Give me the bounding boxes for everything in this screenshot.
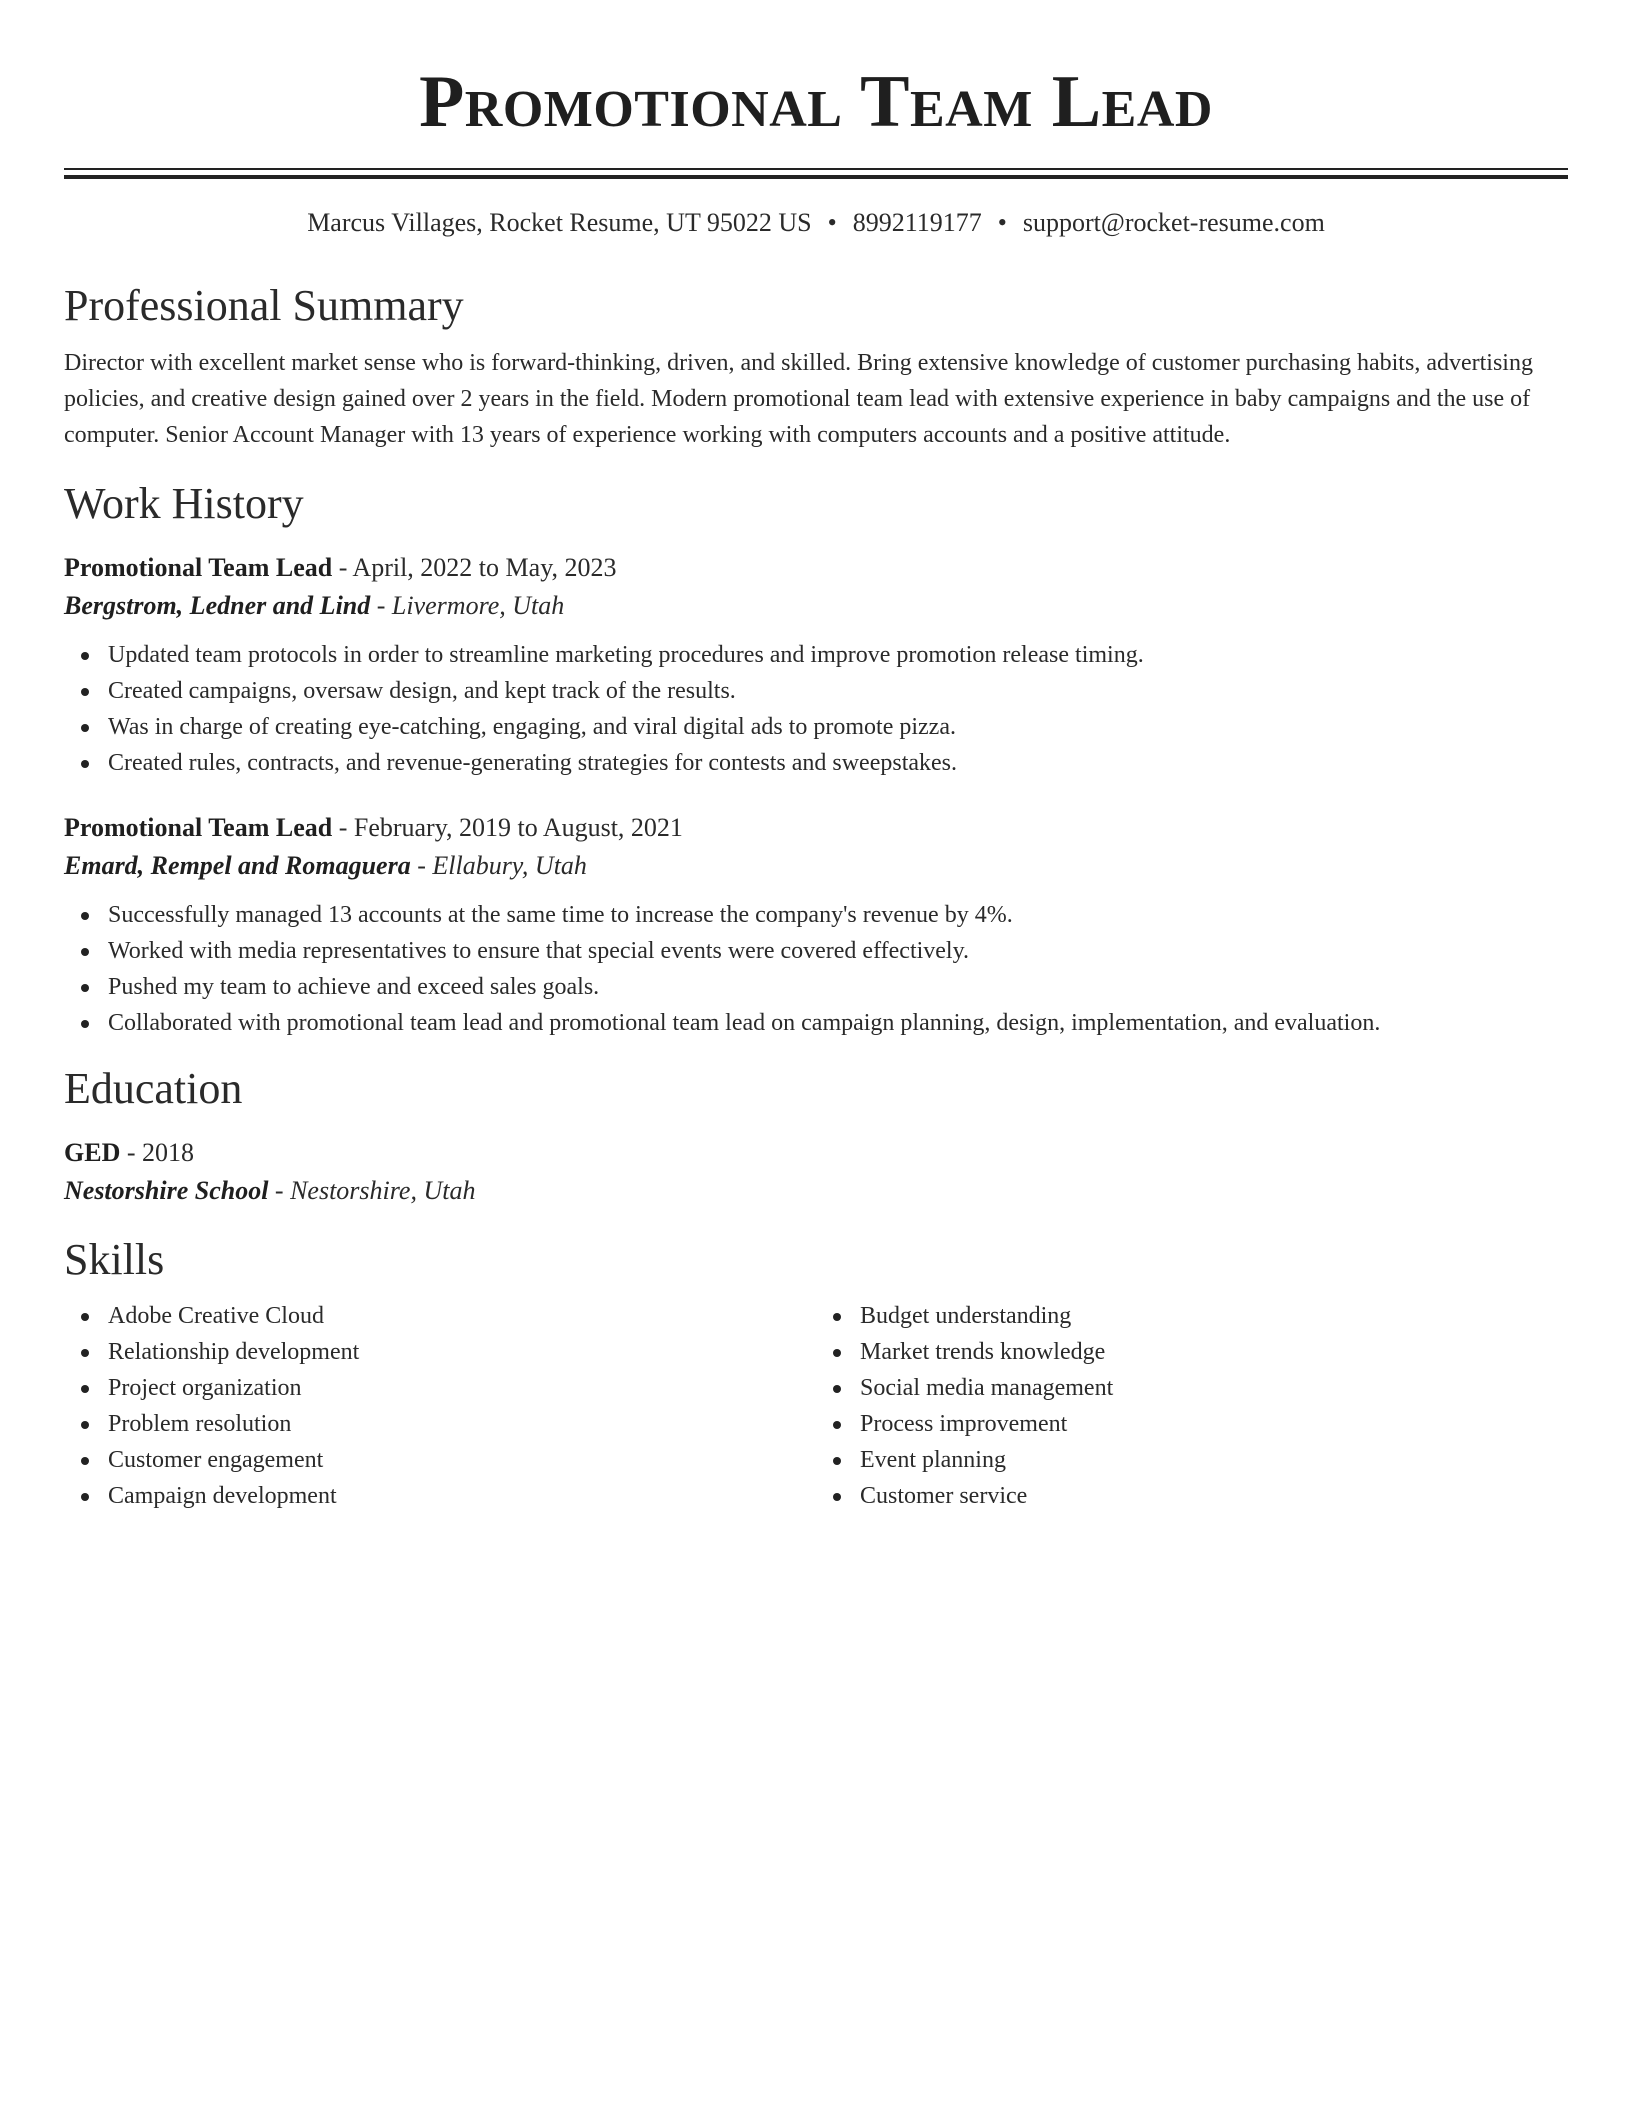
skill-item: Budget understanding <box>860 1298 1568 1334</box>
skill-item: Customer service <box>860 1478 1568 1514</box>
skills-grid <box>64 1298 1568 1514</box>
skill-item: Adobe Creative Cloud <box>108 1298 816 1334</box>
title-divider <box>64 168 1568 179</box>
job-duties-list <box>64 637 1568 781</box>
job-entry <box>64 809 1568 1041</box>
education-heading: Education <box>64 1064 243 1113</box>
job-header <box>64 809 1568 847</box>
job-duty: Collaborated with promotional team lead and promotional team lead on campaign planning, design, implementation, and evaluation. <box>108 1005 1568 1041</box>
skill-item: Problem resolution <box>108 1406 816 1442</box>
skills-list-left <box>64 1298 816 1514</box>
job-location: - Livermore, Utah <box>370 591 565 620</box>
job-duties-list <box>64 897 1568 1041</box>
job-title: Promotional Team Lead <box>64 553 333 582</box>
job-duty: Pushed my team to achieve and exceed sales goals. <box>108 969 1568 1005</box>
education-location: - Nestorshire, Utah <box>268 1176 476 1205</box>
education-school-line <box>64 1172 1568 1210</box>
job-location: - Ellabury, Utah <box>410 851 587 880</box>
job-company-line <box>64 587 1568 625</box>
skill-item: Event planning <box>860 1442 1568 1478</box>
job-dates: - February, 2019 to August, 2021 <box>332 813 683 842</box>
skill-item: Project organization <box>108 1370 816 1406</box>
education-school: Nestorshire School <box>64 1176 269 1205</box>
contact-address: Marcus Villages, Rocket Resume, UT 95022 US <box>307 208 812 237</box>
job-title: Promotional Team Lead <box>64 813 333 842</box>
education-year: - 2018 <box>120 1138 195 1167</box>
contact-phone: 8992119177 <box>852 208 982 237</box>
job-company-line <box>64 847 1568 885</box>
job-header <box>64 549 1568 587</box>
skill-item: Process improvement <box>860 1406 1568 1442</box>
job-duty: Created campaigns, oversaw design, and kept track of the results. <box>108 673 1568 709</box>
skill-item: Market trends knowledge <box>860 1334 1568 1370</box>
resume-title: Promotional Team Lead <box>419 61 1213 143</box>
skill-item: Campaign development <box>108 1478 816 1514</box>
skill-item: Social media management <box>860 1370 1568 1406</box>
resume-page <box>64 0 1568 1514</box>
job-duty: Successfully managed 13 accounts at the same time to increase the company's revenue by 4%. <box>108 897 1568 933</box>
job-duty: Was in charge of creating eye-catching, engaging, and viral digital ads to promote pizza. <box>108 709 1568 745</box>
job-dates: - April, 2022 to May, 2023 <box>332 553 617 582</box>
contact-separator: • <box>827 208 837 237</box>
summary-heading: Professional Summary <box>64 281 464 330</box>
job-duty: Created rules, contracts, and revenue-generating strategies for contests and sweepstakes. <box>108 745 1568 781</box>
skill-item: Customer engagement <box>108 1442 816 1478</box>
work-history-heading: Work History <box>64 479 304 528</box>
skill-item: Relationship development <box>108 1334 816 1370</box>
job-duty: Worked with media representatives to ensure that special events were covered effectively. <box>108 933 1568 969</box>
contact-separator: • <box>997 208 1007 237</box>
job-duty: Updated team protocols in order to streamline marketing procedures and improve promotion release timing. <box>108 637 1568 673</box>
skills-heading: Skills <box>64 1235 165 1284</box>
education-degree: GED <box>64 1138 121 1167</box>
job-company: Emard, Rempel and Romaguera <box>64 851 411 880</box>
contact-email: support@rocket-resume.com <box>1022 208 1325 237</box>
contact-line <box>64 206 1568 240</box>
job-company: Bergstrom, Ledner and Lind <box>64 591 371 620</box>
job-entry <box>64 549 1568 781</box>
education-degree-line <box>64 1134 1568 1172</box>
summary-text: Director with excellent market sense who is forward-thinking, driven, and skilled. Bring extensive knowledge of customer purchasing habits, advertising policies, and creative design gained over 2 years in the field. Modern promotional team lead with extensive experience in baby campaigns and the use of computer. Senior Account Manager with 13 years of experience working with computers accounts and a positive attitude. <box>64 350 1533 448</box>
skills-list-right <box>816 1298 1568 1514</box>
